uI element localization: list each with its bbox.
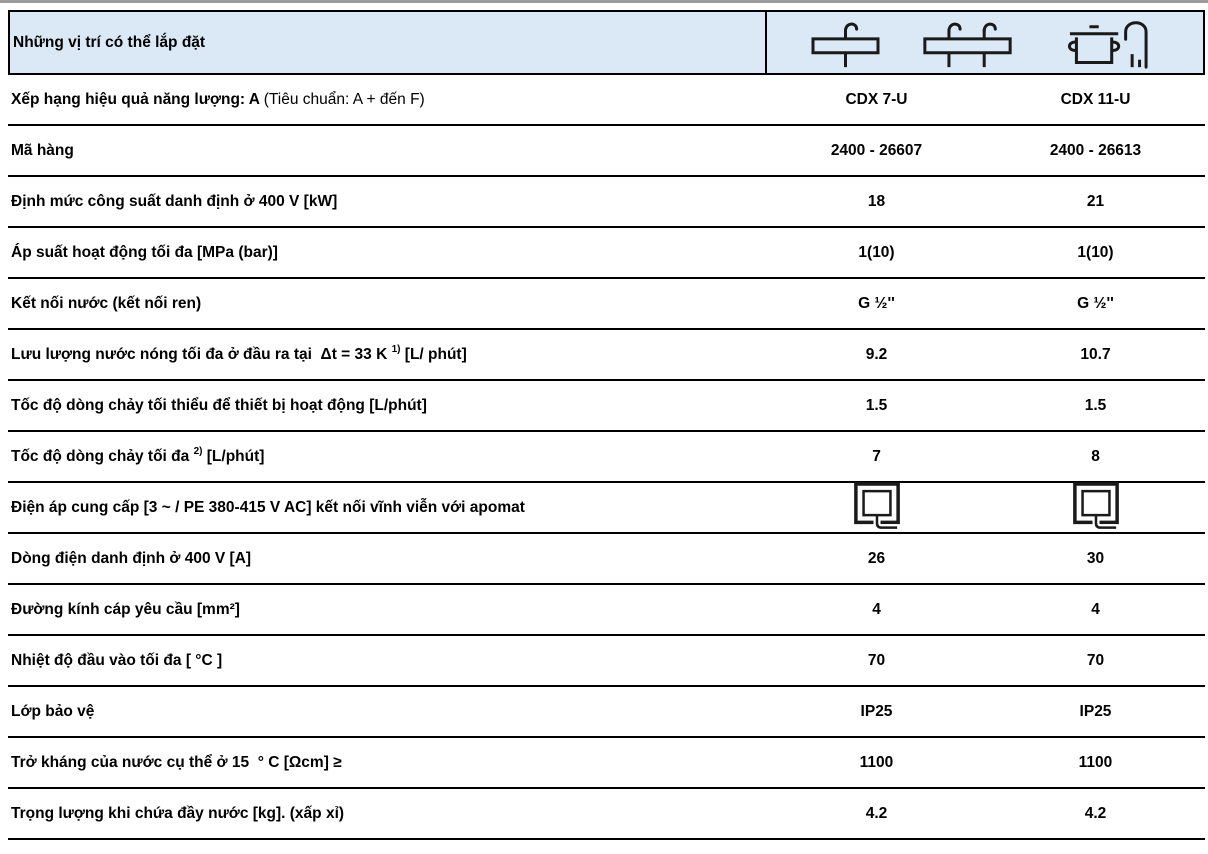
row-value: 70: [867, 651, 886, 669]
row-label: Điện áp cung cấp [3 ~ / PE 380-415 V AC] kết nối vĩnh viễn với apomat: [11, 498, 525, 516]
table-row: [8, 585, 1205, 636]
table-row: [8, 381, 1205, 432]
row-label: Trọng lượng khi chứa đầy nước [kg]. (xấp xỉ): [11, 804, 345, 822]
row-value: G ½'': [858, 294, 895, 312]
table-row: [8, 279, 1205, 330]
row-value: 4.2: [865, 804, 888, 822]
row-label: Xếp hạng hiệu quả năng lượng: A (Tiêu chuẩn: A + đến F): [11, 90, 425, 108]
row-values: [767, 687, 1205, 736]
row-value: IP25: [860, 702, 893, 720]
row-values: [767, 228, 1205, 277]
table-row: [8, 687, 1205, 738]
table-row: [8, 432, 1205, 483]
row-label: Dòng điện danh định ở 400 V [A]: [11, 549, 252, 567]
row-value: 1(10): [858, 243, 895, 261]
row-value: 70: [1086, 651, 1105, 669]
table-row: [8, 177, 1205, 228]
row-label: Đường kính cáp yêu cầu [mm²]: [11, 600, 240, 618]
row-value: 1100: [859, 753, 894, 771]
row-value: 30: [1086, 549, 1105, 567]
row-value: 2400 - 26607: [830, 141, 923, 159]
row-values: [767, 177, 1205, 226]
row-label: Tốc độ dòng chảy tối thiểu để thiết bị hoạt động [L/phút]: [11, 396, 427, 414]
row-label: Nhiệt độ đầu vào tối đa [ °C ]: [11, 651, 223, 669]
row-values: [767, 432, 1205, 481]
row-value: 10.7: [1080, 345, 1111, 363]
faucet-shelf-double-icon: [923, 17, 1012, 69]
row-label: Kết nối nước (kết nối ren): [11, 294, 202, 312]
table-row: [8, 738, 1205, 789]
row-value: 4: [1091, 600, 1100, 618]
row-label: Lưu lượng nước nóng tối đa ở đầu ra tại Δt = 33 K $^{1)}$ [L/ phút]: [11, 343, 467, 364]
row-values: [767, 483, 1205, 532]
header-row: [8, 10, 1205, 75]
row-values: [767, 534, 1205, 583]
power-cord-icon: [767, 483, 986, 532]
row-value: 7: [872, 447, 881, 465]
table-row: [8, 330, 1205, 381]
row-value: 1.5: [1084, 396, 1107, 414]
table-row: [8, 483, 1205, 534]
row-value: 9.2: [865, 345, 888, 363]
header-title: Những vị trí có thể lắp đặt: [13, 33, 206, 51]
table-row: [8, 789, 1205, 840]
row-values: [767, 738, 1205, 787]
row-value: 26: [867, 549, 886, 567]
row-values: [767, 381, 1205, 430]
row-values: [767, 585, 1205, 634]
spec-table-body: [8, 75, 1205, 840]
table-row: [8, 534, 1205, 585]
power-cord-icon: [986, 483, 1205, 532]
top-rule: [0, 0, 1208, 3]
row-value: 1.5: [865, 396, 888, 414]
row-value: 1100: [1078, 753, 1113, 771]
row-values: [767, 126, 1205, 175]
row-value: 4.2: [1084, 804, 1107, 822]
row-value: 1(10): [1077, 243, 1114, 261]
pot-faucet-icon: [1056, 17, 1160, 69]
row-label: Trở kháng của nước cụ thể ở 15 ° C [Ωcm] ≥: [11, 753, 342, 771]
row-value: G ½'': [1077, 294, 1114, 312]
table-row: [8, 126, 1205, 177]
table-row: [8, 636, 1205, 687]
footnote-marker: 2): [193, 445, 203, 457]
spec-table: [8, 10, 1205, 840]
row-value: 18: [867, 192, 886, 210]
table-row: [8, 228, 1205, 279]
row-label: Định mức công suất danh định ở 400 V [kW]: [11, 192, 338, 210]
row-label: Lớp bảo vệ: [11, 702, 95, 720]
row-value: 21: [1086, 192, 1105, 210]
row-value: 8: [1091, 447, 1100, 465]
row-label: Tốc độ dòng chảy tối đa $^{2)}$ [L/phút]: [11, 445, 265, 466]
installation-icons: [765, 12, 1203, 73]
row-value: 4: [872, 600, 881, 618]
row-values: [767, 75, 1205, 124]
row-value: CDX 7-U: [845, 90, 908, 108]
row-value: IP25: [1079, 702, 1112, 720]
faucet-shelf-single-icon: [811, 17, 880, 69]
row-label: Mã hàng: [11, 141, 74, 159]
row-values: [767, 330, 1205, 379]
row-values: [767, 789, 1205, 838]
row-value: 2400 - 26613: [1049, 141, 1142, 159]
footnote-marker: 1): [391, 343, 401, 355]
table-row: [8, 75, 1205, 126]
row-values: [767, 279, 1205, 328]
row-value: CDX 11-U: [1060, 90, 1131, 108]
row-label: Áp suất hoạt động tối đa [MPa (bar)]: [11, 243, 278, 261]
row-values: [767, 636, 1205, 685]
